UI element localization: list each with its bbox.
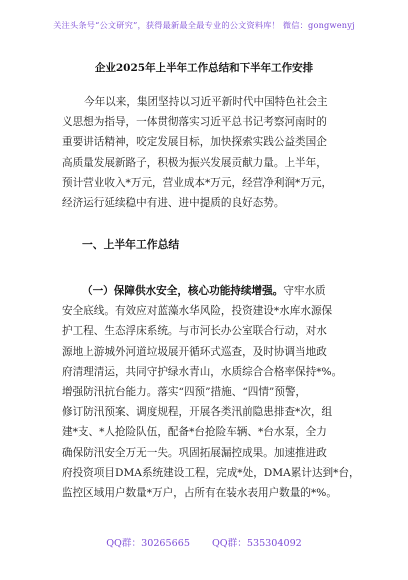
footer-qq-secondary: QQ群：535304092 xyxy=(211,538,302,549)
subsection-line: 护工程、生态浮床系统。与市河长办公室联合行动，对水 xyxy=(62,325,327,338)
intro-line: 经济运行延续稳中有进、进中提质的良好态势。 xyxy=(62,196,285,209)
subsection-paragraph xyxy=(62,281,360,503)
footer-qq-primary: QQ群：30265665 xyxy=(106,538,190,549)
document-title: 企业2025年上半年工作总结和下半年工作安排 xyxy=(94,62,314,74)
subsection-line: 修订防汛预案、调度规程，开展各类汛前隐患排查*次，组 xyxy=(62,406,333,419)
footer xyxy=(0,535,408,549)
intro-line: 义思想为指导，一体贯彻落实习近平总书记考察河南时的 xyxy=(62,116,327,129)
subsection-line: 府投资项目DMA系统建设工程，完成*处，DMA累计达到*台， xyxy=(62,466,360,479)
subsection-first-line xyxy=(62,281,346,301)
subsection-line-rest: 守牢水质 xyxy=(283,285,326,297)
intro-line: 高质量发展新路子，积极为振兴发展贡献力量。上半年， xyxy=(62,156,327,169)
subsection-heading: （一）保障供水安全，核心功能持续增强。 xyxy=(82,285,284,297)
intro-paragraph xyxy=(62,92,346,213)
intro-line: 今年以来，集团坚持以习近平新时代中国特色社会主 xyxy=(84,96,328,108)
subsection-line: 确保防汛安全万无一失。巩固拓展漏控成果。加速推进政 xyxy=(62,446,327,459)
section-heading: 一、上半年工作总结 xyxy=(82,238,180,251)
subsection-line: 安全底线。有效应对蓝藻水华风险，投资建设*水库水源保 xyxy=(62,305,333,318)
subsection-line: 增强防汛抗台能力。落实“四预”措施、“四情”预警， xyxy=(62,385,307,398)
intro-line: 重要讲话精神，咬定发展目标，加快探索实践公益类国企 xyxy=(62,136,327,149)
subsection-line: 源地上游城外河道垃圾展开循环式巡查，及时协调当地政 xyxy=(62,345,327,358)
subsection-line: 建*支、*人抢险队伍，配备*台抢险车辆、*台水泵，全力 xyxy=(62,426,327,439)
header-banner: 关注头条号“公文研究”，获得最新最全最专业的公文资料库！ 微信：gongwenyj xyxy=(53,20,355,30)
subsection-line: 府清理清运，共同守护绿水青山，水质综合合格率保持*%。 xyxy=(62,365,343,378)
subsection-line: 监控区域用户数量*万户，占所有在装水表用户数量的*%。 xyxy=(62,486,337,499)
intro-line: 预计营业收入*万元，营业成本*万元，经营净利润*万元， xyxy=(62,176,333,189)
